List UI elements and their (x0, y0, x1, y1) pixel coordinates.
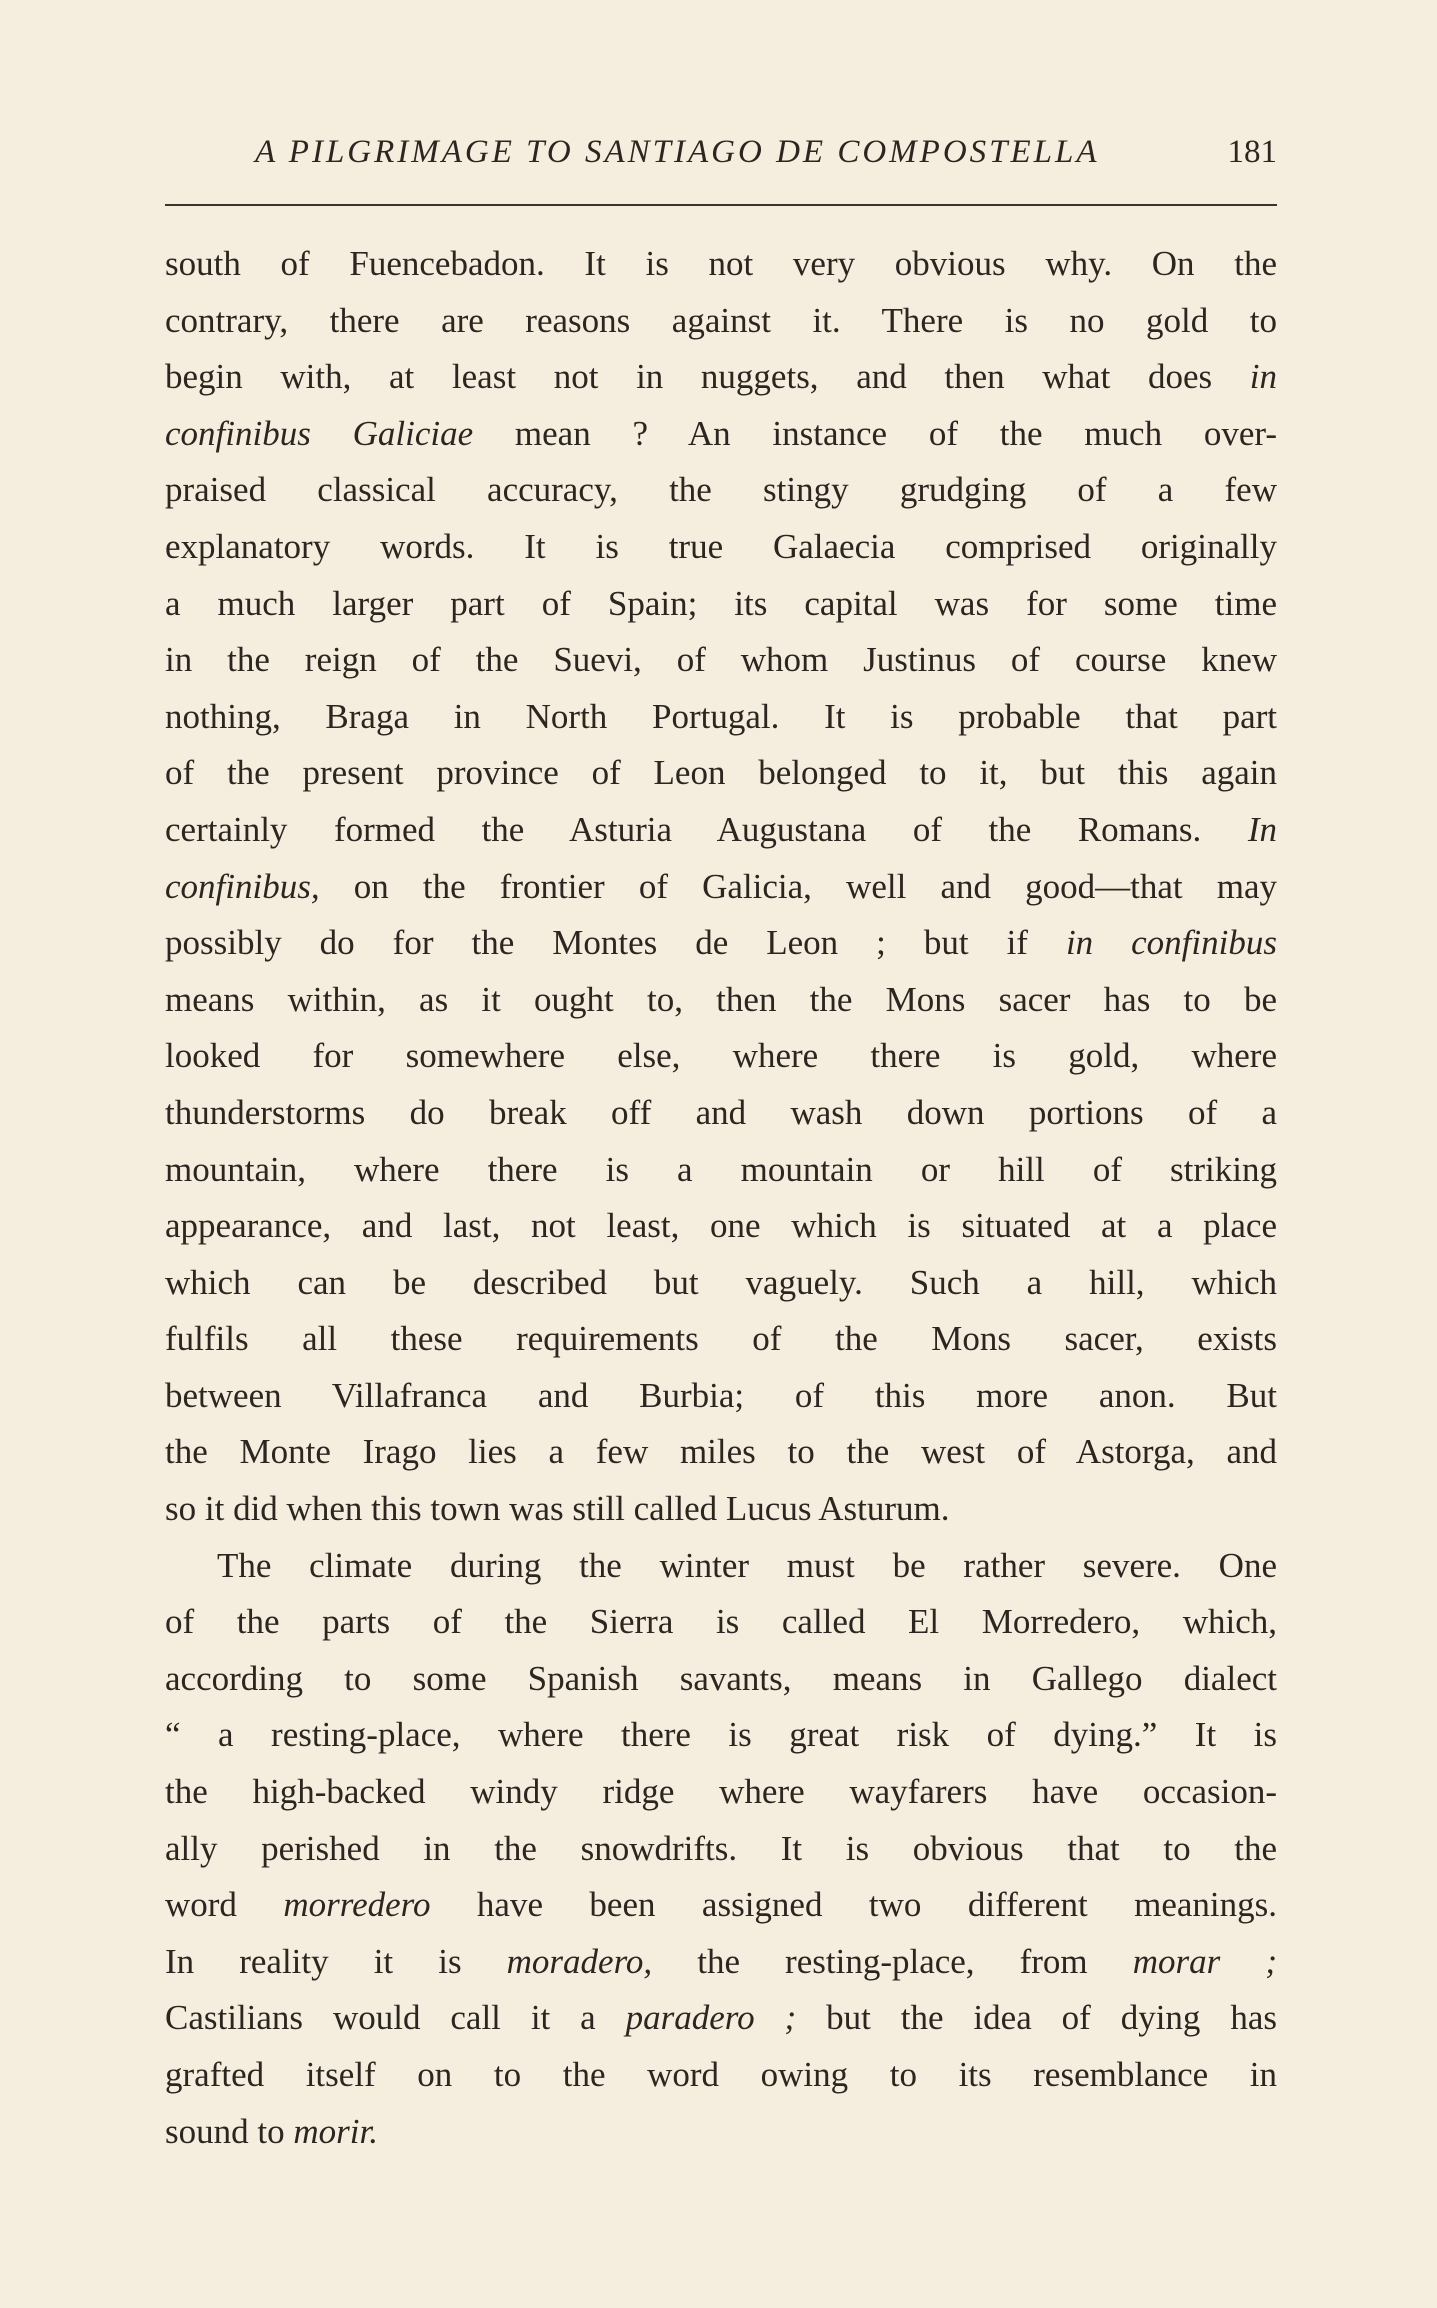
text-segment: sound to (165, 2111, 294, 2151)
text-line (165, 1142, 1277, 1199)
header-rule (165, 204, 1277, 206)
italic-text: in (1249, 357, 1277, 397)
text-segment: means within, as it ought to, then the Mons sacer has to be (165, 979, 1277, 1019)
text-segment: appearance, and last, not least, one which is situated at a place (165, 1206, 1277, 1246)
text-line (165, 1028, 1277, 1085)
text-line (165, 576, 1277, 633)
text-segment: thunderstorms do break off and wash down portions of a (165, 1092, 1277, 1132)
italic-text: in confinibus (1065, 923, 1277, 963)
text-segment: in the reign of the Suevi, of whom Justinus of course knew (165, 640, 1277, 680)
text-segment: the Monte Irago lies a few miles to the west of Astorga, and (165, 1432, 1277, 1472)
italic-text: morredero (283, 1885, 431, 1925)
text-line (165, 632, 1277, 689)
text-segment: ally perished in the snowdrifts. It is obvious that to the (165, 1828, 1277, 1868)
italic-text: confinibus Galiciae (165, 413, 474, 453)
text-line (165, 1368, 1277, 1425)
text-segment: between Villafranca and Burbia; of this more anon. But (165, 1375, 1277, 1415)
text-line (165, 745, 1277, 802)
text-segment: Castilians would call it a (165, 1998, 626, 2038)
text-line (165, 1311, 1277, 1368)
italic-text: moradero, (506, 1941, 653, 1981)
text-segment: which can be described but vaguely. Such a hill, which (165, 1262, 1277, 1302)
italic-text: morar ; (1132, 1941, 1277, 1981)
text-line (165, 1707, 1277, 1764)
text-line (165, 2047, 1277, 2104)
text-line (165, 689, 1277, 746)
text-line (165, 2104, 1277, 2161)
paragraph (165, 236, 1277, 1538)
text-segment: possibly do for the Montes de Leon ; but if (165, 923, 1066, 963)
text-line (165, 1424, 1277, 1481)
text-line (165, 1538, 1277, 1595)
text-segment: begin with, at least not in nuggets, and then what does (165, 357, 1250, 397)
text-line (165, 236, 1277, 293)
text-line (165, 972, 1277, 1029)
text-segment: the high-backed windy ridge where wayfarers have occasion- (165, 1772, 1277, 1812)
text-line (165, 1877, 1277, 1934)
text-line (165, 1085, 1277, 1142)
text-segment: but the idea of dying has (796, 1998, 1278, 2038)
text-segment: according to some Spanish savants, means in Gallego dialect (165, 1658, 1277, 1698)
page-number: 181 (1227, 134, 1277, 170)
text-line (165, 1255, 1277, 1312)
text-line (165, 802, 1277, 859)
italic-text: morir. (293, 2111, 378, 2151)
text-segment: on the frontier of Galicia, well and good—that may (319, 866, 1277, 906)
text-segment: praised classical accuracy, the stingy grudging of a few (165, 470, 1277, 510)
text-line (165, 519, 1277, 576)
text-line (165, 915, 1277, 972)
italic-text: In (1247, 809, 1277, 849)
text-segment: south of Fuencebadon. It is not very obvious why. On the (165, 244, 1277, 283)
text-segment: have been assigned two different meanings. (430, 1885, 1277, 1925)
text-line (165, 1594, 1277, 1651)
text-line (165, 1821, 1277, 1878)
text-segment: contrary, there are reasons against it. There is no gold to (165, 300, 1277, 340)
text-segment: grafted itself on to the word owing to its resemblance in (165, 2055, 1277, 2094)
paragraph (165, 1538, 1277, 2161)
text-segment: word (165, 1885, 284, 1925)
running-title: A PILGRIMAGE TO SANTIAGO DE COMPOSTELLA (255, 134, 1100, 170)
text-segment: “ a resting-place, where there is great risk of dying.” It is (165, 1715, 1277, 1755)
text-segment: certainly formed the Asturia Augustana of the Romans. (165, 809, 1248, 849)
text-line (165, 1481, 1277, 1538)
text-line (165, 349, 1277, 406)
text-segment: nothing, Braga in North Portugal. It is probable that part (165, 696, 1277, 736)
text-segment: a much larger part of Spain; its capital was for some time (165, 583, 1277, 623)
body-text (165, 236, 1277, 2160)
text-segment: mountain, where there is a mountain or hill of striking (165, 1149, 1277, 1189)
text-segment: the resting-place, from (652, 1941, 1133, 1981)
text-line (165, 1198, 1277, 1255)
text-segment: In reality it is (165, 1941, 507, 1981)
running-head (165, 130, 1277, 190)
text-line (165, 462, 1277, 519)
text-line (165, 406, 1277, 463)
text-line (165, 1990, 1277, 2047)
text-segment: explanatory words. It is true Galaecia comprised originally (165, 526, 1277, 566)
text-segment: The climate during the winter must be rather severe. One (217, 1545, 1277, 1585)
text-line (165, 859, 1277, 916)
text-line (165, 1651, 1277, 1708)
text-segment: looked for somewhere else, where there is gold, where (165, 1036, 1277, 1076)
text-line (165, 1764, 1277, 1821)
text-segment: of the present province of Leon belonged to it, but this again (165, 753, 1277, 793)
italic-text: paradero ; (625, 1998, 797, 2038)
text-segment: of the parts of the Sierra is called El Morredero, which, (165, 1602, 1277, 1642)
text-line (165, 1934, 1277, 1991)
text-segment: fulfils all these requirements of the Mons sacer, exists (165, 1319, 1277, 1359)
text-line (165, 293, 1277, 350)
italic-text: confinibus, (165, 866, 320, 906)
text-segment: mean ? An instance of the much over- (473, 413, 1277, 453)
text-segment: so it did when this town was still called Lucus Asturum. (165, 1489, 950, 1529)
